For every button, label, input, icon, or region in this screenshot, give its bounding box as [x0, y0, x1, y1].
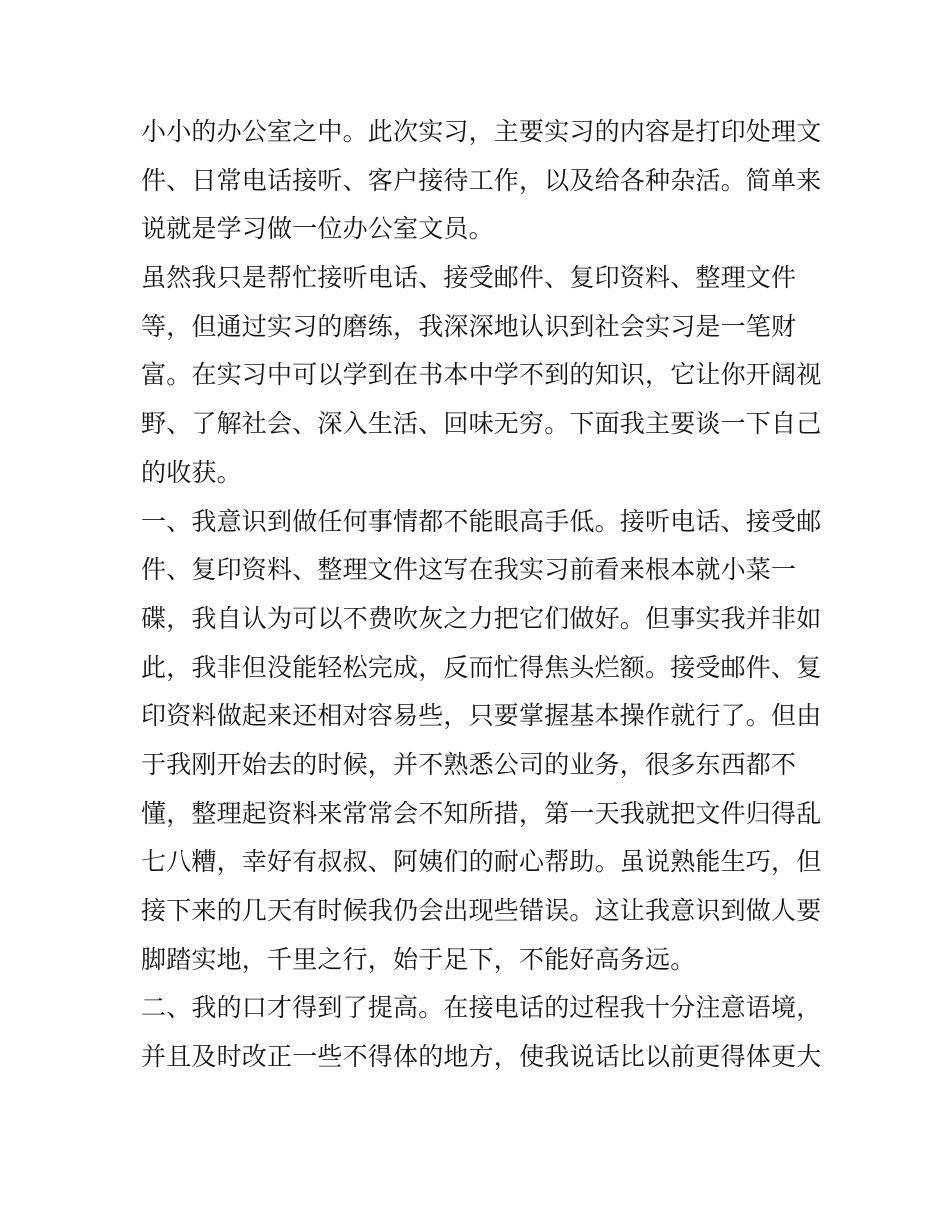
text-line: 印资料做起来还相对容易些，只要掌握基本操作就行了。但由 [141, 701, 822, 731]
text-line: 件、日常电话接听、客户接待工作，以及给各种杂活。简单来 [141, 165, 822, 195]
text-line: 虽然我只是帮忙接听电话、接受邮件、复印资料、整理文件 [141, 263, 797, 293]
text-line: 此，我非但没能轻松完成，反而忙得焦头烂额。接受邮件、复 [141, 652, 822, 682]
text-line: 碟，我自认为可以不费吹灰之力把它们做好。但事实我并非如 [141, 603, 822, 633]
text-line: 说就是学习做一位办公室文员。 [141, 214, 494, 244]
text-line: 并且及时改正一些不得体的地方，使我说话比以前更得体更大 [141, 1042, 822, 1072]
text-line: 富。在实习中可以学到在书本中学不到的知识，它让你开阔视 [141, 360, 822, 390]
text-line: 一、我意识到做任何事情都不能眼高手低。接听电话、接受邮 [141, 506, 822, 536]
text-line: 接下来的几天有时候我仍会出现些错误。这让我意识到做人要 [141, 896, 822, 925]
text-line: 的收获。 [141, 457, 242, 487]
text-line: 于我刚开始去的时候，并不熟悉公司的业务，很多东西都不 [141, 749, 797, 779]
text-line: 七八糟，幸好有叔叔、阿姨们的耐心帮助。虽说熟能生巧，但 [141, 847, 822, 877]
text-line: 野、了解社会、深入生活、回味无穷。下面我主要谈一下自己 [141, 409, 822, 439]
text-line: 件、复印资料、整理文件这写在我实习前看来根本就小菜一 [141, 555, 797, 585]
text-line: 等，但通过实习的磨练，我深深地认识到社会实习是一笔财 [141, 311, 797, 341]
text-line: 懂，整理起资料来常常会不知所措，第一天我就把文件归得乱 [141, 798, 822, 828]
text-line: 小小的办公室之中。此次实习，主要实习的内容是打印处理文 [141, 117, 822, 146]
text-line: 脚踏实地，千里之行，始于足下，不能好高务远。 [141, 944, 696, 974]
document-body [141, 108, 822, 1082]
text-line: 二、我的口才得到了提高。在接电话的过程我十分注意语境， [141, 993, 822, 1023]
